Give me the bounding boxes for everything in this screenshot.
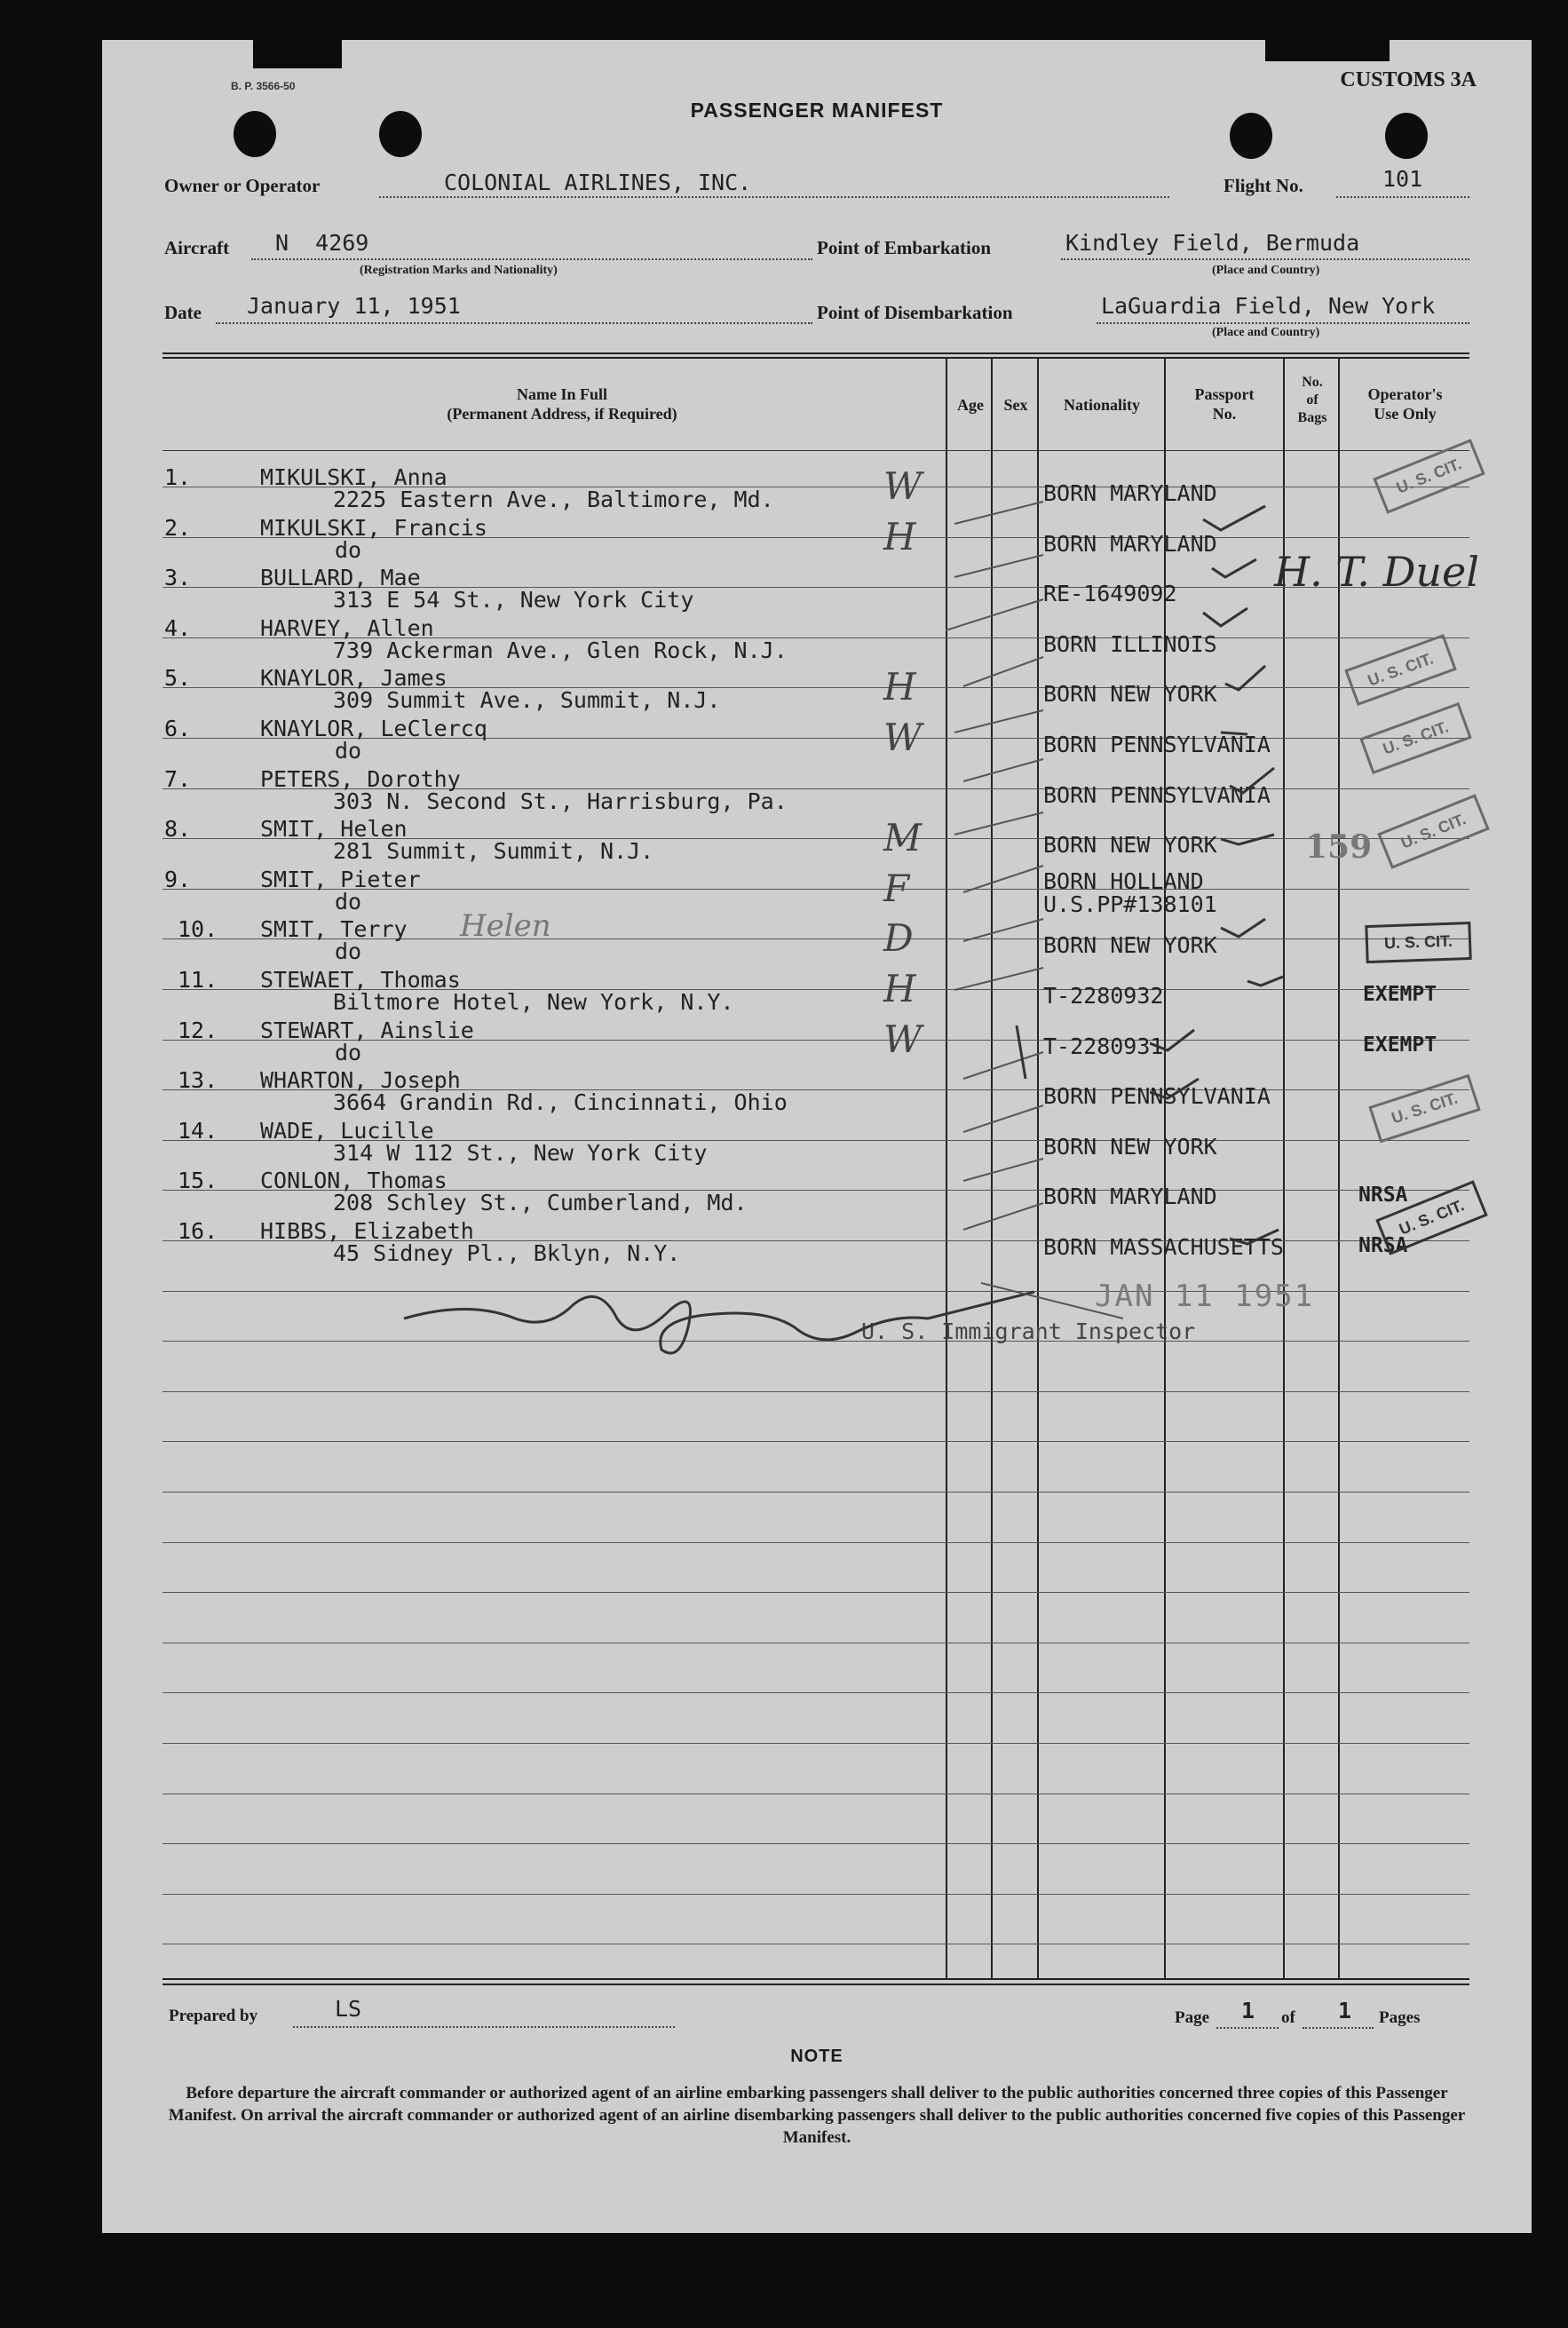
owner-dotline bbox=[379, 196, 1169, 198]
col-header-passport-line1: Passport bbox=[1194, 385, 1255, 403]
embarkation-label: Point of Embarkation bbox=[817, 237, 992, 258]
passenger-sex-mark: H bbox=[883, 514, 916, 558]
flight-label: Flight No. bbox=[1224, 175, 1303, 196]
row-rule bbox=[162, 1592, 1469, 1593]
handwritten-helen: Helen bbox=[460, 908, 551, 944]
note-title: NOTE bbox=[790, 2047, 843, 2066]
owner-label: Owner or Operator bbox=[164, 175, 321, 196]
passenger-name: HARVEY, Allen bbox=[260, 614, 434, 641]
date-dotline bbox=[216, 322, 812, 324]
passenger-number: 4. bbox=[164, 614, 192, 641]
passenger-address: do bbox=[335, 1039, 362, 1065]
passenger-operator-note: NRSA bbox=[1358, 1234, 1408, 1257]
passenger-name: KNAYLOR, LeClercq bbox=[260, 716, 487, 741]
passenger-name: BULLARD, Mae bbox=[260, 565, 421, 591]
row-rule bbox=[162, 1542, 1469, 1543]
passenger-name: STEWART, Ainslie bbox=[260, 1017, 474, 1043]
passenger-number: 6. bbox=[164, 716, 192, 741]
passenger-number: 11. bbox=[178, 967, 218, 993]
passenger-sex-mark: W bbox=[883, 464, 923, 508]
pencil-number: 159 bbox=[1305, 828, 1373, 866]
passenger-nationality: T-2280931 bbox=[1043, 1033, 1164, 1059]
passenger-name: SMIT, Pieter bbox=[260, 866, 421, 892]
row-rule bbox=[162, 1692, 1469, 1693]
passenger-name: WADE, Lucille bbox=[260, 1117, 434, 1144]
passenger-nationality: BORN PENNSYLVANIA bbox=[1043, 732, 1271, 757]
passenger-sex-mark: W bbox=[883, 716, 923, 759]
torn-edge-mark bbox=[1265, 38, 1390, 61]
table-bottom-rule-2 bbox=[162, 1984, 1469, 1985]
col-header-name-line2: (Permanent Address, if Required) bbox=[447, 405, 677, 423]
col-header-bags-line2: of bbox=[1306, 392, 1319, 408]
passenger-address: 739 Ackerman Ave., Glen Rock, N.J. bbox=[333, 637, 788, 663]
col-divider-operator bbox=[1338, 358, 1340, 1978]
us-cit-stamp: U. S. CIT. bbox=[1344, 634, 1457, 706]
us-cit-stamp: U. S. CIT. bbox=[1368, 1074, 1480, 1144]
row-rule bbox=[162, 1894, 1469, 1895]
table-top-rule bbox=[162, 352, 1469, 354]
passenger-number: 1. bbox=[164, 464, 192, 490]
passenger-number: 3. bbox=[164, 565, 192, 591]
passenger-nationality: BORN NEW YORK bbox=[1043, 832, 1217, 859]
date-label: Date bbox=[164, 302, 202, 323]
disembarkation-dotline bbox=[1097, 322, 1469, 324]
passenger-name: MIKULSKI, Anna bbox=[260, 464, 447, 490]
passenger-sex-mark: D bbox=[883, 916, 914, 961]
aircraft-value: N 4269 bbox=[275, 230, 369, 256]
date-stamp: JAN 11 1951 bbox=[1095, 1279, 1315, 1314]
passenger-number: 8. bbox=[164, 816, 192, 843]
passenger-sex-mark: H bbox=[883, 665, 916, 709]
row-rule bbox=[162, 1492, 1469, 1493]
passenger-name: WHARTON, Joseph bbox=[260, 1067, 461, 1094]
col-header-bags-line3: Bags bbox=[1297, 410, 1327, 425]
prepared-by-value: LS bbox=[335, 1996, 362, 2022]
note-text: Before departure the aircraft commander or authorized agent of an airline embarking passengers shall deliver to the public authorities concerned three copies of this Passenger Manifest. On arrival the aircraft commander or authorized agent of an airline disembarking passengers shall deliver to the public authorities concerned five copies of this Passenger Manifest. bbox=[168, 2084, 1466, 2147]
passenger-number: 5. bbox=[164, 665, 192, 692]
disembarkation-note: (Place and Country) bbox=[1212, 326, 1320, 339]
page-dotline bbox=[1216, 2027, 1279, 2029]
col-header-name bbox=[340, 384, 784, 424]
passenger-address: 208 Schley St., Cumberland, Md. bbox=[333, 1190, 748, 1216]
col-header-nationality: Nationality bbox=[1063, 396, 1140, 414]
embarkation-note: (Place and Country) bbox=[1212, 264, 1320, 277]
prepared-by-dotline bbox=[293, 2026, 675, 2028]
passenger-nationality: BORN NEW YORK bbox=[1043, 1133, 1217, 1160]
passenger-number: 15. bbox=[178, 1168, 218, 1194]
date-value: January 11, 1951 bbox=[247, 293, 461, 319]
passenger-name: HIBBS, Elizabeth bbox=[260, 1218, 474, 1244]
passenger-nationality: RE-1649092 bbox=[1043, 581, 1177, 607]
passenger-address: Biltmore Hotel, New York, N.Y. bbox=[333, 989, 734, 1015]
us-cit-stamp: U. S. CIT. bbox=[1359, 702, 1472, 774]
pages-label: Pages bbox=[1379, 2008, 1421, 2027]
of-value: 1 bbox=[1338, 1998, 1352, 2023]
passenger-address: 313 E 54 St., New York City bbox=[333, 587, 694, 614]
passenger-address: 281 Summit, Summit, N.J. bbox=[333, 838, 654, 865]
table-bottom-rule bbox=[162, 1978, 1469, 1980]
manifest-sheet bbox=[102, 40, 1532, 2233]
passenger-address: 45 Sidney Pl., Bklyn, N.Y. bbox=[333, 1240, 681, 1266]
row-rule bbox=[162, 1843, 1469, 1844]
us-cit-stamp: U. S. CIT. bbox=[1377, 794, 1489, 868]
embarkation-dotline bbox=[1061, 258, 1469, 260]
passenger-number: 10. bbox=[178, 916, 218, 943]
page-label: Page bbox=[1175, 2008, 1210, 2027]
col-header-passport bbox=[1167, 384, 1282, 424]
of-dotline bbox=[1303, 2027, 1374, 2029]
passenger-name: SMIT, Terry bbox=[260, 916, 408, 943]
row-rule bbox=[162, 1441, 1469, 1442]
col-header-operator-line2: Use Only bbox=[1374, 405, 1437, 423]
disembarkation-value: LaGuardia Field, New York bbox=[1101, 293, 1436, 319]
passenger-passport-extra: U.S.PP#138101 bbox=[1043, 891, 1217, 917]
passenger-address: do bbox=[335, 536, 362, 563]
passenger-name: PETERS, Dorothy bbox=[260, 765, 461, 792]
passenger-nationality: BORN NEW YORK bbox=[1043, 932, 1217, 959]
passenger-name: SMIT, Helen bbox=[260, 816, 408, 843]
passenger-address: 303 N. Second St., Harrisburg, Pa. bbox=[333, 788, 788, 814]
inspector-line: U. S. Immigrant Inspector bbox=[861, 1318, 1196, 1344]
passenger-nationality: BORN PENNSYLVANIA bbox=[1043, 781, 1271, 808]
passenger-number: 12. bbox=[178, 1017, 218, 1043]
passenger-nationality: T-2280932 bbox=[1043, 983, 1164, 1009]
passenger-sex-mark: M bbox=[883, 816, 923, 860]
col-header-bags-line1: No. bbox=[1302, 375, 1323, 390]
passenger-address: 314 W 112 St., New York City bbox=[333, 1139, 708, 1166]
aircraft-dotline bbox=[251, 258, 812, 260]
header-bottom-rule bbox=[162, 450, 1469, 451]
row-rule bbox=[162, 1743, 1469, 1744]
passenger-operator-note: EXEMPT bbox=[1363, 1033, 1437, 1057]
us-cit-stamp: U. S. CIT. bbox=[1373, 439, 1485, 513]
row-rule bbox=[162, 1391, 1469, 1392]
check-marks bbox=[1150, 457, 1327, 1256]
passenger-sex-mark: F bbox=[883, 866, 910, 910]
disembarkation-label: Point of Disembarkation bbox=[817, 302, 1013, 323]
passenger-address: do bbox=[335, 738, 362, 764]
passenger-sex-mark: H bbox=[883, 967, 916, 1010]
passenger-operator-note: NRSA bbox=[1358, 1184, 1408, 1208]
flight-value: 101 bbox=[1382, 166, 1423, 192]
us-cit-stamp: U. S. CIT. bbox=[1375, 1180, 1487, 1255]
passenger-address: 309 Summit Ave., Summit, N.J. bbox=[333, 687, 721, 714]
col-header-sex: Sex bbox=[1003, 396, 1028, 414]
aircraft-label: Aircraft bbox=[164, 237, 230, 258]
table-top-rule-2 bbox=[162, 357, 1469, 359]
passenger-address: do bbox=[335, 938, 362, 965]
passenger-nationality: BORN MARYLAND bbox=[1043, 1184, 1217, 1210]
passenger-address: do bbox=[335, 888, 362, 915]
col-header-passport-line2: No. bbox=[1212, 405, 1237, 423]
passenger-number: 9. bbox=[164, 866, 192, 892]
passenger-sex-mark: W bbox=[883, 1017, 923, 1061]
passenger-name: CONLON, Thomas bbox=[260, 1168, 447, 1194]
col-header-operator bbox=[1341, 384, 1469, 424]
form-code: B. P. 3566-50 bbox=[231, 80, 296, 92]
passenger-address: 2225 Eastern Ave., Baltimore, Md. bbox=[333, 487, 774, 512]
passenger-number: 16. bbox=[178, 1218, 218, 1244]
passenger-number: 7. bbox=[164, 765, 192, 792]
owner-value: COLONIAL AIRLINES, INC. bbox=[444, 170, 752, 195]
passenger-number: 2. bbox=[164, 514, 192, 541]
col-header-name-line1: Name In Full bbox=[516, 385, 607, 403]
flight-dotline bbox=[1336, 196, 1469, 198]
col-header-operator-line1: Operator's bbox=[1367, 385, 1443, 403]
passenger-nationality: BORN MASSACHUSETTS bbox=[1043, 1234, 1284, 1260]
embarkation-value: Kindley Field, Bermuda bbox=[1065, 230, 1360, 256]
handwritten-name: H. T. Duel bbox=[1274, 548, 1479, 596]
col-header-bags bbox=[1286, 374, 1339, 427]
passenger-nationality: BORN NEW YORK bbox=[1043, 681, 1217, 708]
passenger-nationality: BORN MARYLAND bbox=[1043, 480, 1217, 506]
passenger-nationality: BORN MARYLAND bbox=[1043, 530, 1217, 557]
signature-stroke bbox=[404, 1292, 1034, 1353]
torn-edge-mark bbox=[253, 38, 342, 68]
col-header-age: Age bbox=[957, 396, 984, 414]
customs-form-number: CUSTOMS 3A bbox=[1340, 68, 1477, 91]
passenger-number: 13. bbox=[178, 1067, 218, 1094]
form-title: PASSENGER MANIFEST bbox=[690, 99, 944, 122]
passenger-operator-note: EXEMPT bbox=[1363, 983, 1437, 1006]
passenger-nationality: BORN PENNSYLVANIA bbox=[1043, 1083, 1271, 1110]
passenger-name: MIKULSKI, Francis bbox=[260, 514, 487, 541]
passenger-nationality: BORN ILLINOIS bbox=[1043, 630, 1217, 657]
aircraft-note: (Registration Marks and Nationality) bbox=[360, 264, 558, 277]
prepared-by-label: Prepared by bbox=[169, 2007, 258, 2025]
passenger-name: STEWAET, Thomas bbox=[260, 967, 461, 993]
passenger-number: 14. bbox=[178, 1117, 218, 1144]
page-value: 1 bbox=[1241, 1998, 1255, 2023]
passenger-name: KNAYLOR, James bbox=[260, 665, 447, 692]
age-column-slashes bbox=[946, 457, 1168, 1381]
of-label: of bbox=[1281, 2008, 1295, 2027]
passenger-address: 3664 Grandin Rd., Cincinnati, Ohio bbox=[333, 1089, 788, 1116]
us-cit-stamp: U. S. CIT. bbox=[1365, 922, 1471, 963]
passenger-nationality: BORN HOLLAND bbox=[1043, 867, 1204, 894]
